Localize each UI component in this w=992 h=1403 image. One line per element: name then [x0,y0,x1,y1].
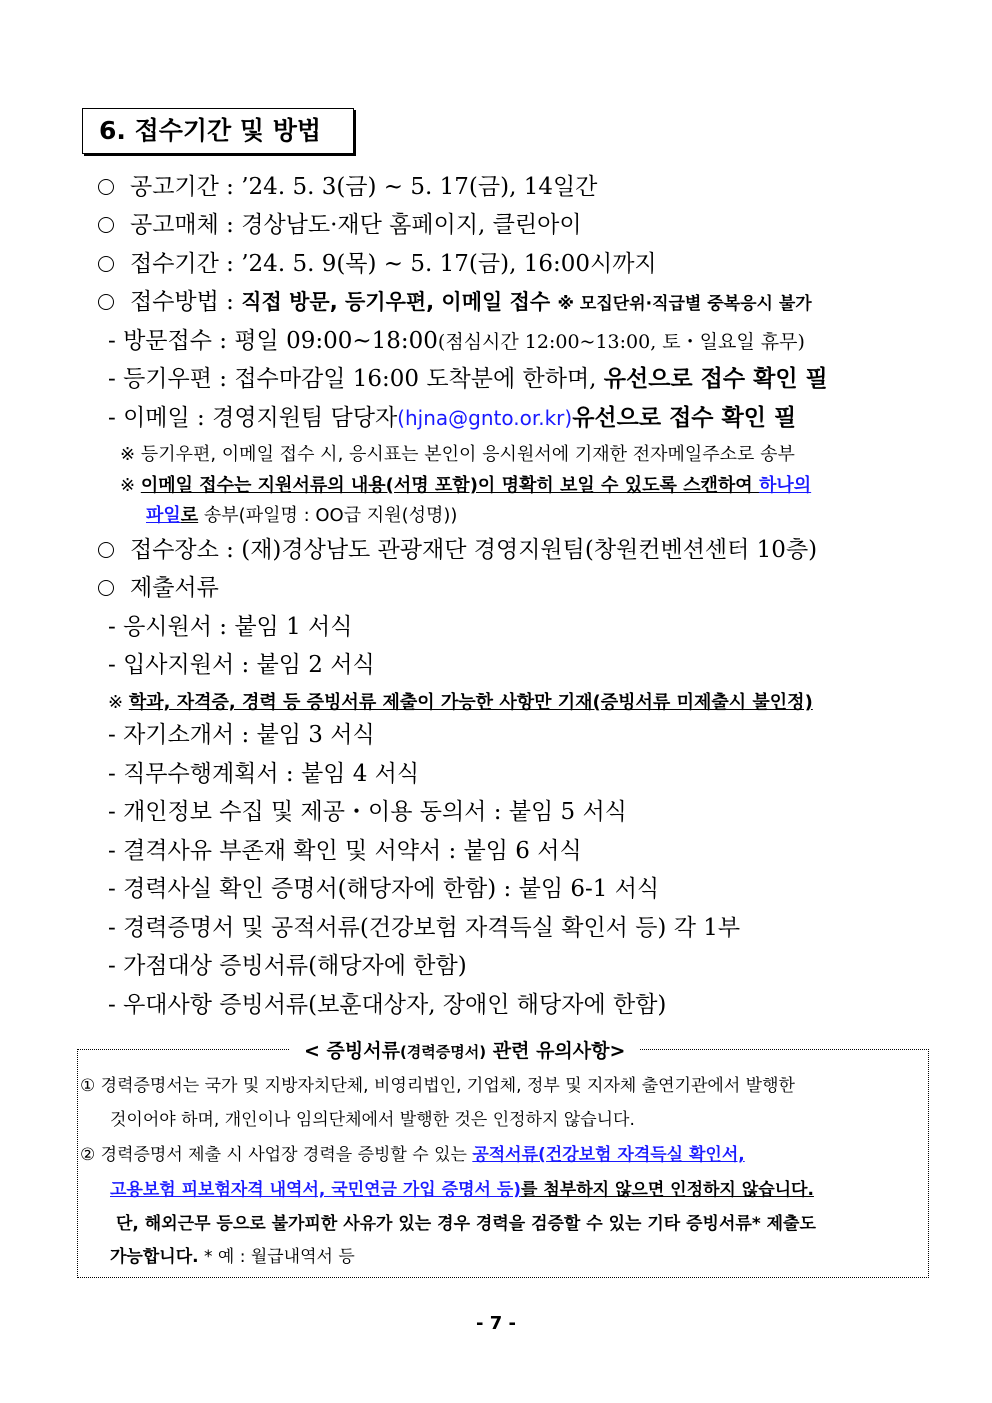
circle-bullet-icon [98,179,114,195]
receipt-method-note: ※ 모집단위·직급별 중복응시 불가 [557,294,812,314]
place-text: 접수장소 : (재)경상남도 관광재단 경영지원팀(창원컨벤션센터 10층) [130,537,818,563]
mail-receipt-bold: 유선으로 접수 확인 필 [603,365,828,392]
notice-media-text: 공고매체 : 경상남도·재단 홈페이지, 클린아이 [130,212,582,238]
scan-note-bold2: 로 [180,505,199,526]
doc-note-text: 학과, 자격증, 경력 등 증빙서류 제출이 가능한 사항만 기재(증빙서류 미제출시 불인정) [128,692,813,713]
circle-bullet-icon [98,294,114,310]
scan-note-blue1: 하나의 [758,475,812,496]
email-address-link[interactable]: (hjna@gnto.or.kr) [397,406,573,430]
notice-period-text: 공고기간 : ’24. 5. 3(금) ~ 5. 17(금), 14일간 [130,174,598,200]
notice-period-item [98,172,597,202]
doc-item: - 입사지원서 : 붙임 2 서식 [108,652,375,678]
email-receipt-text: - 이메일 : 경영지원팀 담당자 [108,405,398,431]
doc-item: - 우대사항 증빙서류(보훈대상자, 장애인 해당자에 한함) [108,992,667,1018]
notice-2-blue1: 공적서류(건강보험 자격득실 확인서, [472,1145,745,1165]
documents-item [98,573,219,603]
mail-receipt-line [108,364,828,394]
doc-note-mark: ※ [108,692,129,713]
doc-item: - 자기소개서 : 붙임 3 서식 [108,722,375,748]
notice-title-suffix: 관련 유의사항> [486,1040,626,1062]
scan-note-line2 [146,501,457,531]
scan-note-rest: 송부(파일명 : OO급 지원(성명)) [198,505,458,526]
notice-item-1-line2: 것이어야 하며, 개인이나 임의단체에서 발행한 것은 인정하지 않습니다. [110,1110,635,1130]
scan-note-blue2: 파일 [146,505,181,526]
mail-receipt-text: - 등기우편 : 접수마감일 16:00 도착분에 한하며, [108,366,604,392]
visit-receipt-text: - 방문접수 : 평일 09:00~18:00 [108,328,438,354]
visit-receipt-hours: (점심시간 12:00~13:00, 토・일요일 휴무) [437,331,805,353]
receipt-method-label: 접수방법 : [130,289,242,315]
scan-note-line1 [120,471,811,501]
email-receipt-bold: 유선으로 접수 확인 필 [572,404,797,431]
notice-item-2-line1 [80,1142,745,1168]
visit-receipt-line [108,326,805,357]
notice-title-prefix: < 증빙서류 [304,1040,400,1062]
section-title: 6. 접수기간 및 방법 [82,108,354,154]
notice-2-example: * 예 : 월급내역서 등 [198,1247,355,1267]
receipt-method-value: 직접 방문, 등기우편, 이메일 접수 [241,290,551,314]
doc-item: - 개인정보 수집 및 제공・이용 동의서 : 붙임 5 서식 [108,799,627,825]
notice-2-possible: 가능합니다. [110,1247,199,1267]
ticket-note: ※ 등기우편, 이메일 접수 시, 응시표는 본인이 응시원서에 기재한 전자메일주소로 송부 [120,444,795,465]
doc-evidence-note [108,688,813,718]
doc-item: - 직무수행계획서 : 붙임 4 서식 [108,761,420,787]
receipt-period-item [98,249,657,279]
notice-2-plain: ② 경력증명서 제출 시 사업장 경력을 증빙할 수 있는 [80,1145,473,1165]
doc-item: - 결격사유 부존재 확인 및 서약서 : 붙임 6 서식 [108,838,582,864]
email-receipt-line [108,403,796,433]
notice-item-1-line1: ① 경력증명서는 국가 및 지방자치단체, 비영리법인, 기업체, 정부 및 지자체 출연기관에서 발행한 [80,1076,795,1096]
scan-note-mark: ※ [120,475,141,496]
notice-title-small: (경력증명서) [399,1043,487,1061]
circle-bullet-icon [98,580,114,596]
doc-item: - 경력증명서 및 공적서류(건강보험 자격득실 확인서 등) 각 1부 [108,915,741,941]
notice-2-bold: 를 첨부하지 않으면 인정하지 않습니다. [521,1180,814,1200]
receipt-method-item [98,287,812,319]
notice-item-2-line2 [110,1177,814,1203]
receipt-period-text: 접수기간 : ’24. 5. 9(목) ~ 5. 17(금), 16:00시까지 [130,251,657,277]
documents-title: 제출서류 [130,575,219,601]
notice-2-blue2: 고용보험 피보험자격 내역서, 국민연금 가입 증명서 등) [110,1180,522,1200]
notice-item-2-line3: 단, 해외근무 등으로 불가피한 사유가 있는 경우 경력을 검증할 수 있는 기타 증빙서류* 제출도 [116,1214,816,1234]
page-number: - 7 - [476,1313,516,1334]
circle-bullet-icon [98,217,114,233]
notice-title [290,1036,639,1067]
doc-item: - 응시원서 : 붙임 1 서식 [108,614,353,640]
scan-note-bold: 이메일 접수는 지원서류의 내용(서명 포함)이 명확히 보일 수 있도록 스캔하여 [140,475,759,496]
circle-bullet-icon [98,542,114,558]
notice-media-item [98,210,582,240]
doc-item: - 경력사실 확인 증명서(해당자에 한함) : 붙임 6-1 서식 [108,876,660,902]
doc-item: - 가점대상 증빙서류(해당자에 한함) [108,953,467,979]
circle-bullet-icon [98,256,114,272]
place-item [98,535,817,565]
notice-item-2-line4 [110,1244,355,1270]
